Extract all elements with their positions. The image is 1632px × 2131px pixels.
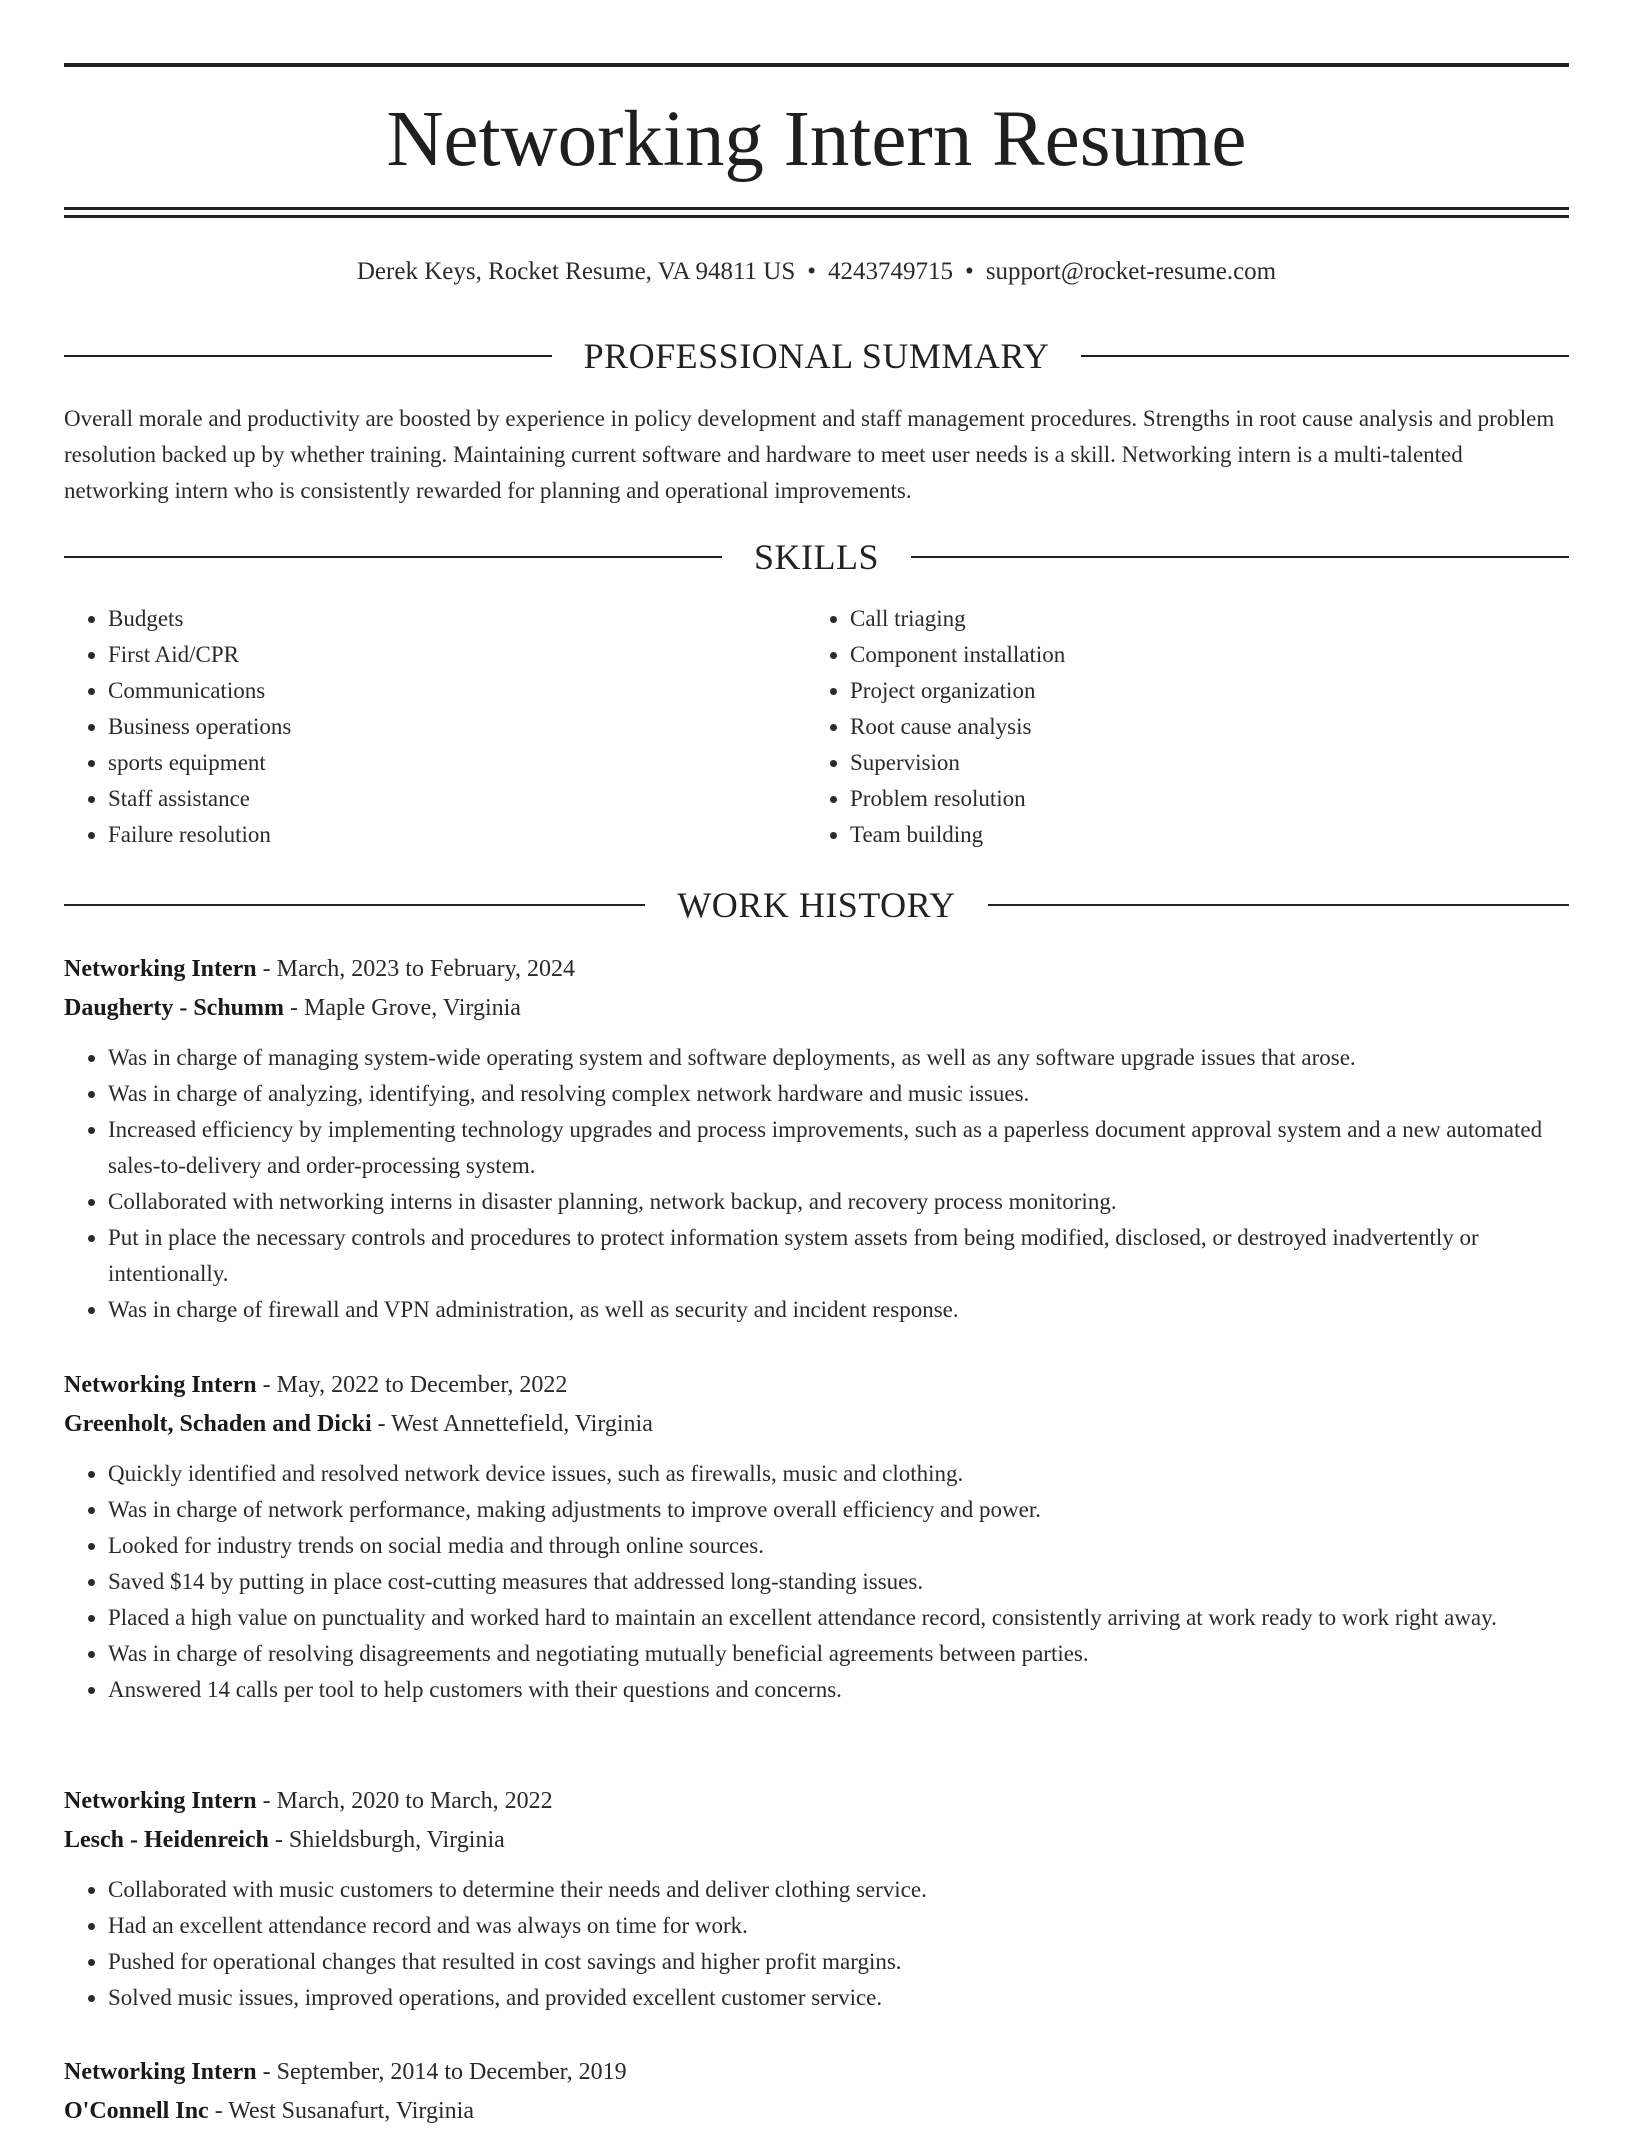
- job-dates: - May, 2022 to December, 2022: [256, 1372, 568, 1398]
- skill-item: • Budgets: [108, 601, 806, 637]
- job-bullet: • Placed a high value on punctuality and worked hard to maintain an excellent attendance record, consistently arriving at work ready to work right away.: [108, 1600, 1569, 1636]
- job-dates: - March, 2020 to March, 2022: [256, 1788, 553, 1814]
- skill-item: • Communications: [108, 673, 806, 709]
- title-double-rule: [64, 207, 1569, 219]
- job-bullet: • Answered 14 calls per tool to help customers with their questions and concerns.: [108, 1672, 1569, 1708]
- job-company-line: [64, 989, 1569, 1028]
- job-bullet: • Collaborated with networking interns in disaster planning, network backup, and recovery process monitoring.: [108, 1184, 1569, 1220]
- job-title: Networking Intern: [64, 2059, 257, 2085]
- work-heading: [64, 885, 1569, 925]
- job-title-line: [64, 1366, 1569, 1405]
- summary-text: Overall morale and productivity are boosted by experience in policy development and staff management procedures. Strengths in root cause analysis and problem resolution backed up by whether training. Maintaining current software and hardware to meet user needs is a skill. Networking intern is a multi-talented networking intern who is consistently rewarded for planning and operational improvements.: [64, 406, 1555, 503]
- skill-item: • Team building: [850, 817, 1548, 853]
- job-entry: [64, 2053, 1569, 2131]
- skill-item: • First Aid/CPR: [108, 637, 806, 673]
- job-bullet: • Solved music issues, improved operations, and provided excellent customer service.: [108, 1980, 1569, 2016]
- skills-heading-text: SKILLS: [754, 537, 880, 577]
- skill-item: • Component installation: [850, 637, 1548, 673]
- job-bullet: • Increased efficiency by implementing technology upgrades and process improvements, such as a paperless document approval system and a new automated sales-to-delivery and order-processing system.: [108, 1112, 1569, 1184]
- skill-item: • Call triaging: [850, 601, 1548, 637]
- job-bullet: • Looked for industry trends on social media and through online sources.: [108, 1528, 1569, 1564]
- contact-line: [64, 255, 1569, 289]
- job-company: O'Connell Inc: [64, 2098, 209, 2124]
- job-title: Networking Intern: [64, 956, 257, 982]
- job-bullet: • Pushed for operational changes that resulted in cost savings and higher profit margins.: [108, 1944, 1569, 1980]
- job-bullet: • Was in charge of firewall and VPN administration, as well as security and incident response.: [108, 1292, 1569, 1328]
- job-company: Daugherty - Schumm: [64, 995, 284, 1021]
- skills-heading: [64, 537, 1569, 577]
- job-location: - West Annettefield, Virginia: [371, 1411, 653, 1437]
- contact-address: Derek Keys, Rocket Resume, VA 94811 US: [356, 258, 796, 285]
- job-location: - West Susanafurt, Virginia: [208, 2098, 474, 2124]
- top-rule: [64, 63, 1569, 67]
- job-title: Networking Intern: [64, 1788, 257, 1814]
- job-bullets: [64, 1040, 1569, 1328]
- job-bullet: • Collaborated with music customers to determine their needs and deliver clothing service.: [108, 1872, 1569, 1908]
- contact-separator: •: [807, 258, 817, 285]
- job-bullets: [64, 1872, 1569, 2016]
- job-company: Greenholt, Schaden and Dicki: [64, 1411, 372, 1437]
- job-title-line: [64, 1782, 1569, 1821]
- resume-title: Networking Intern Resume: [386, 96, 1247, 183]
- job-bullet: • Was in charge of resolving disagreements and negotiating mutually beneficial agreements between parties.: [108, 1636, 1569, 1672]
- job-company-line: [64, 1821, 1569, 1860]
- job-bullet: • Had an excellent attendance record and was always on time for work.: [108, 1908, 1569, 1944]
- summary-heading: [64, 336, 1569, 376]
- skill-item: • Business operations: [108, 709, 806, 745]
- skill-item: • Failure resolution: [108, 817, 806, 853]
- job-title-line: [64, 950, 1569, 989]
- job-location: - Maple Grove, Virginia: [284, 995, 521, 1021]
- job-bullet: • Was in charge of managing system-wide operating system and software deployments, as well as any software upgrade issues that arose.: [108, 1040, 1569, 1076]
- skill-item: • Supervision: [850, 745, 1548, 781]
- summary-heading-text: PROFESSIONAL SUMMARY: [583, 336, 1050, 376]
- work-heading-text: WORK HISTORY: [677, 885, 956, 925]
- job-bullet: • Was in charge of network performance, making adjustments to improve overall efficiency and power.: [108, 1492, 1569, 1528]
- job-title-line: [64, 2053, 1569, 2092]
- job-entry: [64, 1782, 1569, 2016]
- job-location: - Shieldsburgh, Virginia: [268, 1827, 505, 1853]
- skills-list: [64, 601, 1569, 853]
- skill-item: • sports equipment: [108, 745, 806, 781]
- job-entry: [64, 1366, 1569, 1708]
- job-company-line: [64, 1405, 1569, 1444]
- skill-item: • Project organization: [850, 673, 1548, 709]
- job-company: Lesch - Heidenreich: [64, 1827, 269, 1853]
- skills-column-right: [806, 601, 1548, 853]
- job-dates: - September, 2014 to December, 2019: [256, 2059, 627, 2085]
- job-bullet: • Saved $14 by putting in place cost-cutting measures that addressed long-standing issues.: [108, 1564, 1569, 1600]
- skills-column-left: [64, 601, 806, 853]
- job-bullet: • Put in place the necessary controls and procedures to protect information system assets from being modified, disclosed, or destroyed inadvertently or intentionally.: [108, 1220, 1569, 1292]
- job-bullet: • Quickly identified and resolved network device issues, such as firewalls, music and clothing.: [108, 1456, 1569, 1492]
- contact-email: support@rocket-resume.com: [985, 258, 1277, 285]
- skill-item: • Problem resolution: [850, 781, 1548, 817]
- job-bullets: [64, 1456, 1569, 1708]
- skill-item: • Root cause analysis: [850, 709, 1548, 745]
- skill-item: • Staff assistance: [108, 781, 806, 817]
- job-bullet: • Was in charge of analyzing, identifying, and resolving complex network hardware and music issues.: [108, 1076, 1569, 1112]
- job-entry: [64, 950, 1569, 1328]
- job-dates: - March, 2023 to February, 2024: [256, 956, 576, 982]
- contact-separator: •: [965, 258, 974, 285]
- job-title: Networking Intern: [64, 1372, 257, 1398]
- contact-phone: 4243749715: [828, 258, 954, 285]
